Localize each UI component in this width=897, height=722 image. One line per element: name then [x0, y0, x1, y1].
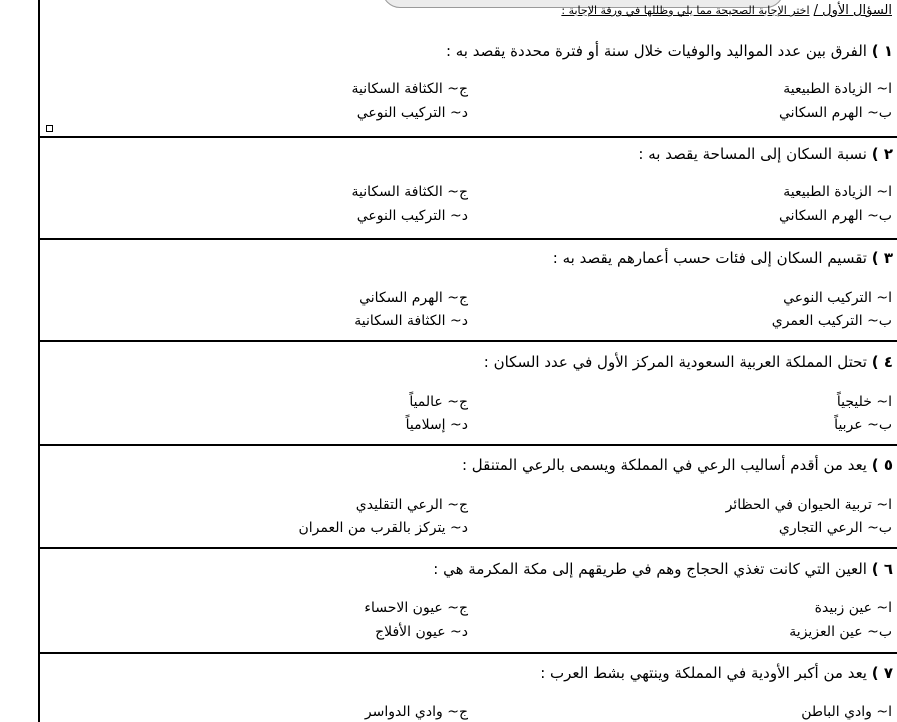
question-4 — [44, 352, 893, 372]
question-number: ١ ) — [871, 42, 893, 60]
option-a[interactable]: ا~ وادي الباطن — [801, 704, 892, 720]
question-divider — [40, 238, 897, 240]
option-d[interactable]: د~ عيون الأفلاج — [375, 624, 468, 640]
option-a[interactable]: ا~ الزيادة الطبيعية — [783, 81, 892, 97]
option-b[interactable]: ب~ الرعي التجاري — [778, 520, 892, 536]
question-number: ٥ ) — [871, 456, 893, 474]
question-1 — [44, 41, 893, 61]
option-b[interactable]: ب~ الهرم السكاني — [778, 105, 892, 121]
question-6 — [44, 559, 893, 579]
option-b[interactable]: ب~ عربياً — [834, 417, 892, 433]
option-d[interactable]: د~ التركيب النوعي — [356, 208, 468, 224]
section-title: السؤال الأول / — [813, 3, 892, 18]
option-b[interactable]: ب~ التركيب العمري — [771, 313, 892, 329]
question-2 — [44, 144, 893, 164]
question-number: ٧ ) — [871, 664, 893, 682]
question-text: تحتل المملكة العربية السعودية المركز الأول في عدد السكان : — [483, 353, 867, 371]
question-divider — [40, 652, 897, 654]
question-divider — [40, 547, 897, 549]
question-number: ٦ ) — [871, 560, 893, 578]
question-text: نسبة السكان إلى المساحة يقصد به : — [638, 145, 867, 163]
question-text: يعد من أكبر الأودية في المملكة وينتهي بشط العرب : — [540, 664, 867, 682]
option-d[interactable]: د~ يتركز بالقرب من العمران — [298, 520, 468, 536]
question-text: يعد من أقدم أساليب الرعي في المملكة ويسمى بالرعي المتنقل : — [461, 456, 867, 474]
question-3 — [44, 248, 893, 268]
option-d[interactable]: د~ التركيب النوعي — [356, 105, 468, 121]
section-header — [400, 2, 892, 20]
question-text: الفرق بين عدد المواليد والوفيات خلال سنة أو فترة محددة يقصد به : — [445, 42, 867, 60]
option-c[interactable]: ج~ الكثافة السكانية — [351, 184, 468, 200]
question-number: ٣ ) — [871, 249, 893, 267]
option-c[interactable]: ج~ عالمياً — [409, 394, 468, 410]
option-a[interactable]: ا~ خليجياً — [836, 394, 892, 410]
question-divider — [40, 136, 897, 138]
option-d[interactable]: د~ الكثافة السكانية — [354, 313, 468, 329]
question-text: تقسيم السكان إلى فئات حسب أعمارهم يقصد به : — [552, 249, 867, 267]
small-square-marker — [46, 125, 53, 132]
left-margin-line — [38, 0, 40, 722]
option-a[interactable]: ا~ عين زبيدة — [814, 600, 892, 616]
option-a[interactable]: ا~ تربية الحيوان في الحظائر — [725, 497, 892, 513]
option-a[interactable]: ا~ التركيب النوعي — [783, 290, 892, 306]
question-number: ٢ ) — [871, 145, 893, 163]
option-c[interactable]: ج~ الرعي التقليدي — [355, 497, 468, 513]
section-instruction: اختر الإجابة الصحيحة مما يلي وظللها في ورقة الإجابة : — [561, 4, 810, 17]
option-c[interactable]: ج~ الهرم السكاني — [359, 290, 468, 306]
option-c[interactable]: ج~ عيون الاحساء — [364, 600, 468, 616]
option-c[interactable]: ج~ وادي الدواسر — [364, 704, 468, 720]
option-d[interactable]: د~ إسلامياً — [405, 417, 468, 433]
question-divider — [40, 444, 897, 446]
option-b[interactable]: ب~ الهرم السكاني — [778, 208, 892, 224]
question-divider — [40, 340, 897, 342]
option-a[interactable]: ا~ الزيادة الطبيعية — [783, 184, 892, 200]
question-number: ٤ ) — [871, 353, 893, 371]
option-c[interactable]: ج~ الكثافة السكانية — [351, 81, 468, 97]
question-7 — [44, 663, 893, 683]
question-text: العين التي كانت تغذي الحجاج وهم في طريقهم إلى مكة المكرمة هي : — [433, 560, 867, 578]
question-5 — [44, 455, 893, 475]
option-b[interactable]: ب~ عين العزيزية — [789, 624, 892, 640]
